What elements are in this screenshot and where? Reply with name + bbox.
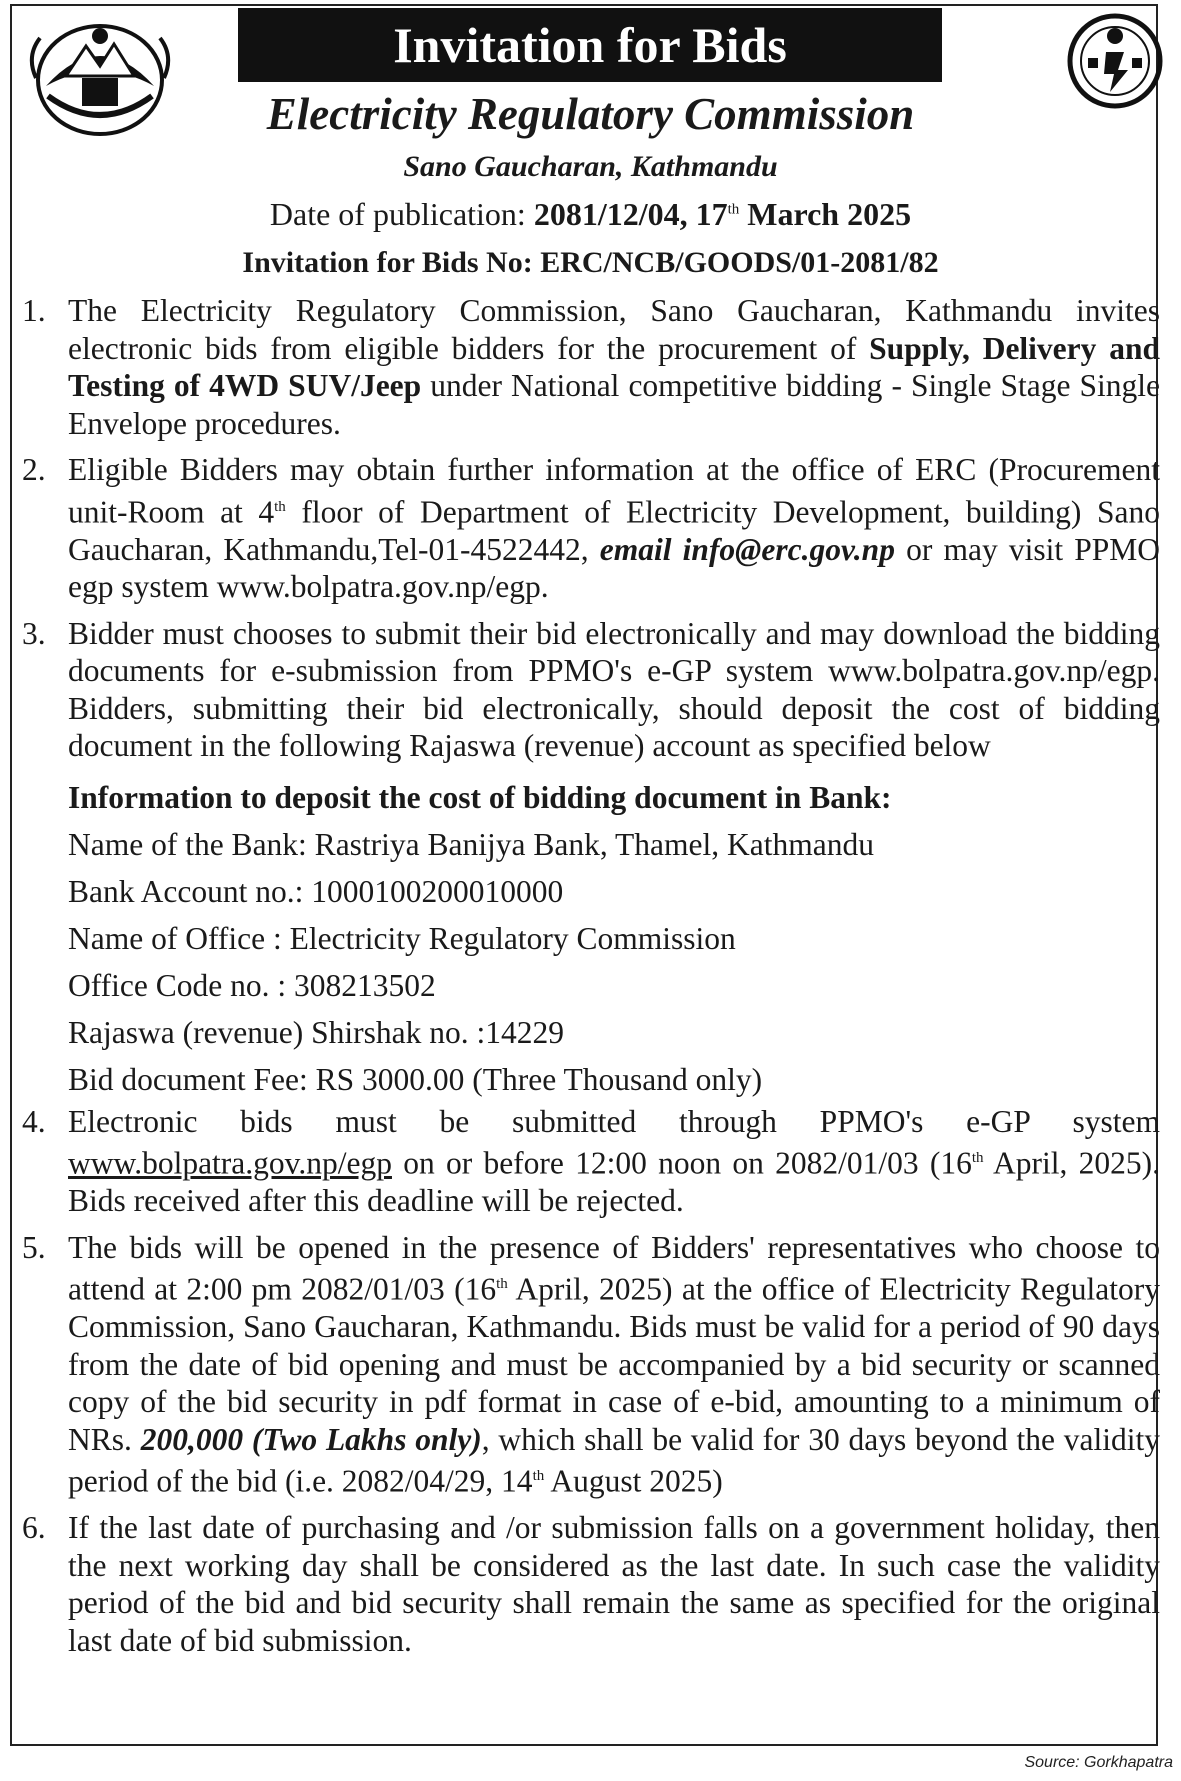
publication-day-suffix: th [727, 201, 740, 218]
ifb-label: Invitation for Bids No: [242, 246, 533, 279]
list-item [22, 1509, 1160, 1659]
office-code: Office Code no. : 308213502 [68, 967, 436, 1003]
item-text [68, 1103, 1160, 1220]
item-text-part: If the last date of purchasing and /or submission falls on a government holiday, then the next working day shall be considered as the last date. In such case the validity period of the bid and bid security shall remain the same as specified for the original last date of bid submission. [68, 1510, 1160, 1658]
publication-label: Date of publication: [269, 196, 526, 232]
item-text-part: , which shall be valid for 30 days beyond the validity period of the bid (i.e. 2082/04/29, 14 [68, 1421, 1160, 1499]
ordinal-suffix: th [971, 1150, 984, 1166]
bank-account: Bank Account no.: 1000100200010000 [68, 873, 564, 909]
revenue-shirshak: Rajaswa (revenue) Shirshak no. :14229 [68, 1014, 565, 1050]
bid-security-amount: 200,000 (Two Lakhs only) [140, 1421, 482, 1457]
bank-name: Name of the Bank: Rastriya Banijya Bank, Thamel, Kathmandu [68, 826, 874, 862]
bid-document-fee: Bid document Fee: RS 3000.00 (Three Thousand only) [68, 1061, 763, 1097]
item-text-part: on or before 12:00 noon on 2082/01/03 (16 [403, 1145, 972, 1181]
item-number: 5. [22, 1229, 46, 1265]
item-text [68, 1229, 1160, 1501]
item-text [68, 292, 1160, 442]
item-number: 1. [22, 293, 46, 328]
email-address: info@erc.gov.np [682, 531, 895, 567]
ordinal-suffix: th [496, 1276, 508, 1292]
invitation-banner: Invitation for Bids [238, 8, 942, 82]
item-text-part: under National competitive bidding - Single Stage Single Envelope procedures. [68, 368, 1161, 441]
ordinal-suffix: th [532, 1468, 545, 1484]
item-text [68, 615, 1160, 765]
item-text [68, 1509, 1160, 1659]
item-text [68, 451, 1160, 606]
list-item [22, 292, 1160, 442]
organization-location: Sano Gaucharan, Kathmandu [403, 150, 778, 183]
list-item [22, 615, 1160, 765]
item-text-part: April, 2025) at the office of Electricity Regulatory Commission, Sano Gaucharan, Kathmandu. Bids must be valid for a period of 90 days from the date of bid opening and must be accompanied by a bid security or scanned copy of the bid security in pdf format in case of e-bid, amounting to a minimum of NRs. [68, 1271, 1160, 1457]
publication-day: 17 [695, 196, 728, 232]
notice-body [22, 292, 1160, 1668]
bank-details [68, 774, 1160, 1103]
item-text-part: The Electricity Regulatory Commission, Sano Gaucharan, Kathmandu invites electronic bids from eligible bidders for the procurement of [68, 293, 1160, 366]
source-credit: Source: Gorkhapatra [1024, 1754, 1173, 1771]
item-number: 6. [22, 1510, 46, 1545]
item-text-part: The bids will be opened in the presence of Bidders' representatives who choose to attend at 2:00 pm 2082/01/03 (16 [68, 1229, 1160, 1307]
egp-link[interactable]: www.bolpatra.gov.np/egp [68, 1145, 392, 1181]
item-text-part: Electronic bids must be submitted through PPMO's e-GP system [68, 1103, 1160, 1139]
publication-date-bs: 2081/12/04, [533, 196, 688, 232]
item-text-part: April, 2025). Bids received after this deadline will be rejected. [68, 1145, 1161, 1218]
ordinal-suffix: th [274, 498, 286, 515]
item-number: 2. [22, 452, 46, 487]
publication-date [0, 196, 1181, 233]
item-text-part: floor of Department of Electricity Development, building) Sano Gaucharan, Kathmandu,Tel-01-4522442, [68, 494, 1160, 567]
office-name: Name of Office : Electricity Regulatory Commission [68, 920, 736, 956]
organization-name: Electricity Regulatory Commission [266, 89, 915, 139]
ifb-number [0, 246, 1181, 280]
item-number: 4. [22, 1103, 46, 1139]
item-text-part: August 2025) [550, 1463, 723, 1499]
item-number: 3. [22, 615, 46, 651]
bank-heading: Information to deposit the cost of bidding document in Bank: [68, 779, 892, 815]
item-bold-text: Supply, Delivery and Testing of 4WD SUV/Jeep [68, 330, 1160, 403]
item-text-part: Bidder must chooses to submit their bid electronically and may download the bidding documents for e-submission from PPMO's e-GP system www.bolpatra.gov.np/egp. Bidders, submitting their bid electronically, should deposit the cost of bidding document in the following Rajaswa (revenue) account as specified below [68, 615, 1160, 763]
publication-month-year: March 2025 [747, 196, 912, 232]
email-label: email [599, 531, 672, 567]
item-text-part: or may visit PPMO egp system www.bolpatra.gov.np/egp. [68, 531, 1161, 604]
ifb-number-value: ERC/NCB/GOODS/01-2081/82 [540, 246, 939, 279]
item-text-part: Eligible Bidders may obtain further information at the office of ERC (Procurement unit-Room at 4 [68, 452, 1160, 529]
list-item [22, 451, 1160, 606]
list-item [22, 1229, 1160, 1501]
list-item [22, 1103, 1160, 1220]
